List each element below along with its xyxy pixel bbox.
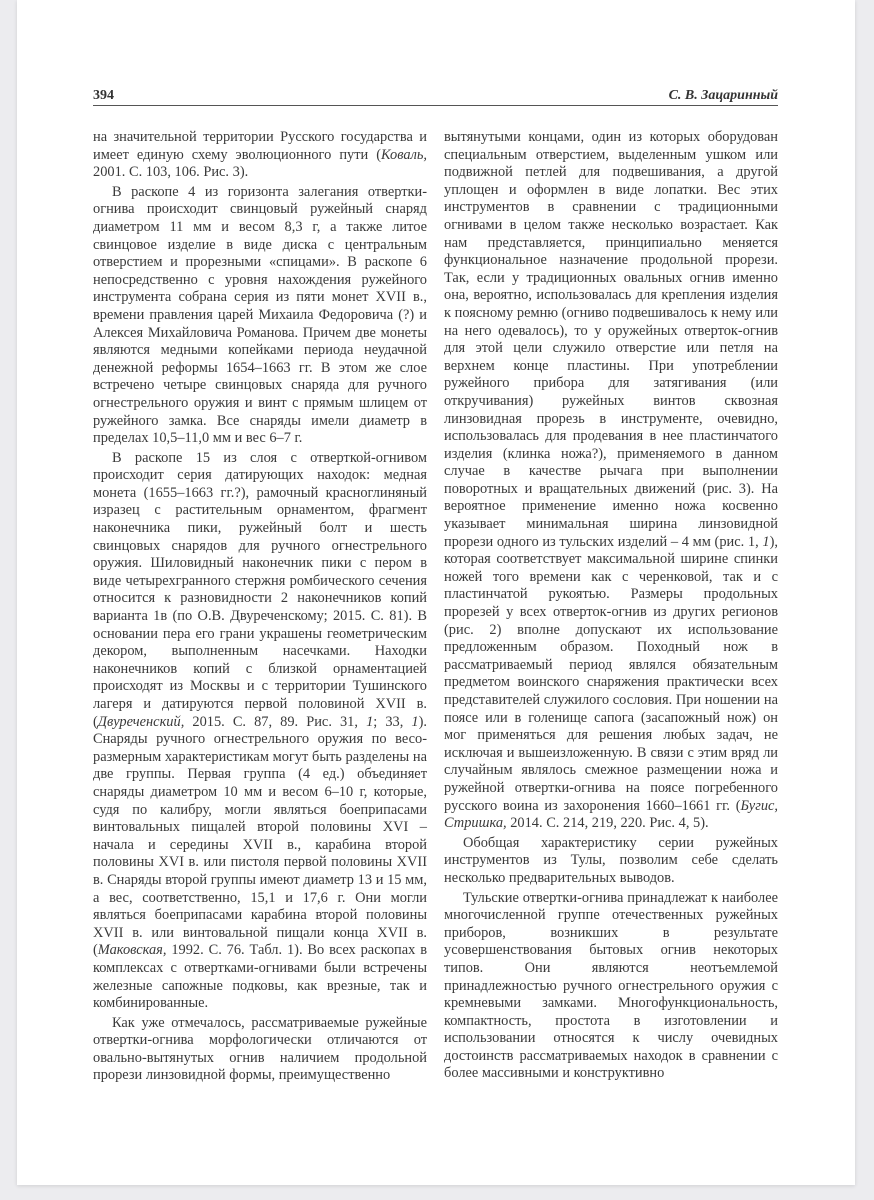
- body-text: на значительной территории Русского государства и имеет единую схему эволюционного пути (: [93, 129, 427, 163]
- page-number: 394: [93, 88, 114, 103]
- body-text: 2001. С. 103, 106. Рис. 3).: [93, 164, 249, 181]
- body-text: Обобщая характеристику серии ружейных инструментов из Тулы, позволим себе сделать несколько предварительных выводов.: [444, 834, 778, 886]
- citation-text: Маковская,: [97, 942, 167, 959]
- paragraph: [93, 1015, 427, 1085]
- citation-text: 1: [762, 533, 770, 550]
- body-text: В раскопе 15 из слоя с отверткой-огнивом происходит серия датирующих находок: медная монета (1655–1663 гг.?), рамочный красноглиняный изразец с растительным орнаментом, фрагмент наконечника пики, ружейный болт и шесть свинцовых снарядов для ручного огнестрельного оружия. Шиловидный наконечник пики с пером в виде четырехгранного стержня ромбического сечения относится к разновидности 2 наконечников копий варианта 1в (по О.В. Двуреченскому; 2015. С. 81). В основании пера его грани украшены геометрическим декором, выполненным насечками. Находки наконечников копий с близкой орнаментацией происходят из Москвы и с территории Тушинского лагеря и датируются первой половиной XVII в. (: [93, 449, 427, 730]
- author-name: С. В. Зацаринный: [668, 88, 778, 103]
- left-column: [93, 129, 427, 1085]
- citation-text: Бугис, Стришка,: [444, 797, 778, 832]
- body-text: ). Снаряды ручного огнестрельного оружия по весо-размерным характеристикам могут быть разделены на две группы. Первая группа (4 ед.) объединяет снаряды диаметром 10 мм и весом 6–10 г, которые, судя по калибру, могли являться боеприпасами винтовальных пищалей второй половины XVI – начала и середины XVII в., карабина второй половины XVI в. или пистоля первой половины XVII в. Снаряды второй группы имеют диаметр 13 и 15 мм, а вес, соответственно, 15,1 и 17,6 г. Они могли являться боеприпасами карабина второй половины XVII в. или винтовальной пищали конца XVII в. (: [93, 713, 427, 959]
- paragraph: [93, 450, 427, 1013]
- citation-text: 1: [411, 713, 419, 730]
- paragraph: [93, 129, 427, 182]
- document-page: [17, 0, 855, 1185]
- citation-text: Коваль,: [381, 146, 427, 163]
- body-text: ; 33,: [373, 713, 412, 730]
- body-text: В раскопе 4 из горизонта залегания отвертки-огнива происходит свинцовый ружейный снаряд диаметром 11 мм и весом 8,3 г, а также литое свинцовое изделие в виде диска с центральным отверстием и прорезными «спицами». В раскопе 6 непосредственно с уровня нахождения ружейного инструмента собрана серия из пяти монет XVII в., времени правления царей Михаила Федоровича (?) и Алексея Михайловича Романова. Причем две монеты являются медными копейками периода неудачной денежной реформы 1654–1663 гг. В этом же слое встречено четыре свинцовых снаряда для ручного огнестрельного оружия и винт с прямым шлицем от ружейного замка. Все снаряды имели диаметр в пределах 10,5–11,0 мм и вес 6–7 г.: [93, 183, 427, 447]
- body-text: 2014. С. 214, 219, 220. Рис. 4, 5).: [506, 815, 709, 832]
- right-column: [444, 129, 778, 1085]
- body-columns: [93, 129, 778, 1085]
- body-text: Как уже отмечалось, рассматриваемые ружейные отвертки-огнива морфологически отличаются от овально-вытянутых огнив наличием продольной прорези линзовидной формы, преимущественно: [93, 1014, 427, 1084]
- running-head: [93, 84, 778, 106]
- body-text: вытянутыми концами, один из которых оборудован специальным отверстием, выделенным ушком или подвижной петлей для подвешивания, а другой уплощен и оформлен в виде лопатки. Вес этих инструментов в сравнении с традиционными огнивами в целом также несколько возрастает. Как нам представляется, принципиально меняется функциональное назначение продольной прорези. Так, если у традиционных овальных огнив именно она, вероятно, использовалась для крепления изделия к поясному ремню (огниво подвешивалось к нему или на него одевалось), то у оружейных отверток-огнив для этой цели служило отверстие или петля на верхнем конце пластины. При употреблении ружейного прибора для затягивания (или откручивания) ружейных винтов сквозная линзовидная прорезь в инструменте, очевидно, использовалась для продевания в нее пластинчатого изделия (клинка ножа?), применяемого в данном случае в качестве рычага при выполнении поворотных и вращательных движений (рис. 3). На вероятное применение именно ножа косвенно указывает минимальная ширина линзовидной прорези одного из тульских изделий – 4 мм (рис. 1,: [444, 129, 778, 550]
- body-text: ), которая соответствует максимальной ширине спинки ножей того времени как с черенковой, так и с пластинчатой рукоятью. Размеры продольных прорезей у всех отверток-огнив из других регионов (рис. 2) вполне допускают их использование предложенным образом. Походный нож в рассматриваемый период являлся обязательным предметом воинского снаряжения практически всех представителей служилого сословия. При ношении на поясе или в голенище сапога (засапожный нож) он мог применяться для решения любых задач, не исключая и вышеизложенную. В связи с этим вряд ли случайным являлось смежное размещении ножа и ружейной отвертки-огнива на поясе погребенного русского воина из захоронения 1660–1661 гг. (: [444, 533, 778, 814]
- citation-text: Двуреченский,: [97, 713, 185, 730]
- paragraph: [444, 129, 778, 833]
- citation-text: 1: [366, 713, 374, 730]
- body-text: Тульские отвертки-огнива принадлежат к наиболее многочисленной группе отечественных ружейных приборов, возникших в результате усовершенствования бытовых огнив некоторых типов. Они являются неотъемлемой принадлежностью ручного огнестрельного оружия с кремневыми замками. Многофункциональность, компактность, простота в изготовлении и использовании относятся к числу очевидных достоинств рассматриваемых находок в сравнении с более массивными и конструктивно: [444, 889, 778, 1082]
- body-text: 1992. С. 76. Табл. 1). Во всех раскопах в комплексах с отвертками-огнивами были встречены железные сапожные подковы, как врезные, так и комбинированные.: [93, 942, 427, 1012]
- paragraph: [444, 890, 778, 1084]
- paragraph: [93, 184, 427, 448]
- body-text: 2015. С. 87, 89. Рис. 31,: [184, 713, 367, 730]
- paragraph: [444, 835, 778, 888]
